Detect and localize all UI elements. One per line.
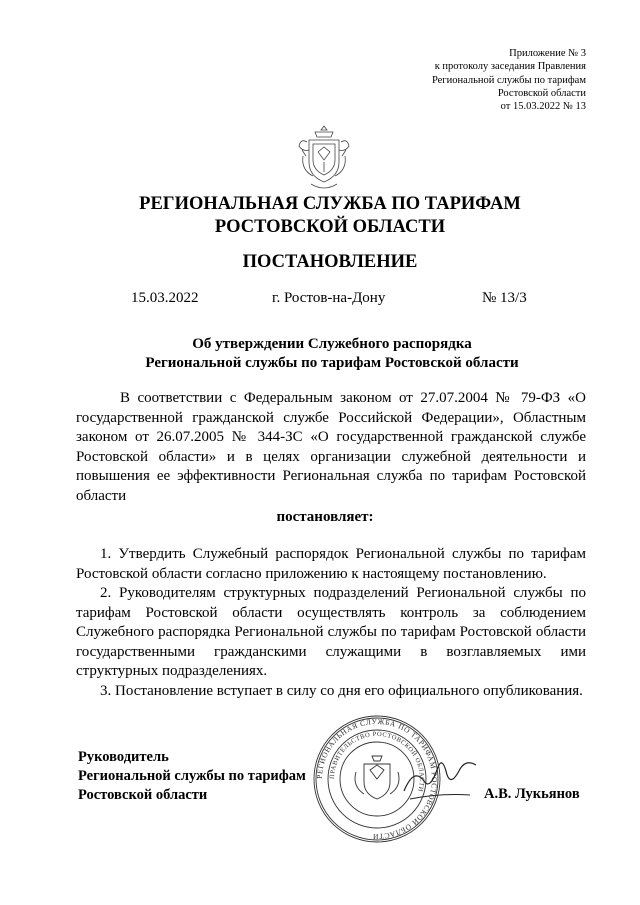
decree-items [76,545,586,701]
decree-item: 2. Руководителям структурных подразделений Региональной службы по тарифам Ростовской области осуществлять контроль за соблюдением Служебного распорядка Региональной службы по тарифам Ростовской области государственными гражданскими служащими в возглавляемых ими структурных подразделениях. [76,585,586,679]
org-line: РОСТОВСКОЙ ОБЛАСТИ [214,217,446,237]
appendix-line: от 15.03.2022 № 13 [500,101,586,113]
signatory-name: А.В. Лукьянов [484,786,580,802]
preamble-paragraph: В соответствии с Федеральным законом от 27.07.2004 № 79-ФЗ «О государственной гражданской службе Российской Федерации», Областным законом от 26.07.2005 № 344-ЗС «О государственной гражданской службе Ростовской области» и в целях организации служебной деятельности и повышения ее эффективности Региональная служба по тарифам Ростовской области [76,390,586,504]
signatory-title-line: Региональной службы по тарифам [78,768,306,784]
document-date: 15.03.2022 [131,290,199,306]
appendix-note [286,47,586,113]
decree-item: 1. Утвердить Служебный распорядок Региональной службы по тарифам Ростовской области согласно приложению к настоящему постановлению. [76,546,586,582]
subject-line: Об утверждении Служебного распорядка [192,336,472,352]
handwritten-signature-icon [400,755,480,805]
organization-name [0,193,640,239]
signatory-title-line: Ростовской области [78,787,208,803]
subject-line: Региональной службы по тарифам Ростовской области [145,354,519,371]
seal-inner-text: ПРАВИТЕЛЬСТВО РОСТОВСКОЙ ОБЛАСТИ [328,730,426,793]
appendix-line: Приложение № 3 [509,48,586,59]
document-subject [0,335,640,372]
decree-item: 3. Постановление вступает в силу со дня его официального опубликования. [100,682,583,699]
appendix-line: Ростовской области [497,87,586,99]
document-number: № 13/3 [482,290,527,306]
signatory-title-line: Руководитель [78,749,169,765]
seal-outer-text: РЕГИОНАЛЬНАЯ СЛУЖБА ПО ТАРИФАМ РОСТОВСКОЙ ОБЛАСТИ [314,716,440,842]
org-line: РЕГИОНАЛЬНАЯ СЛУЖБА ПО ТАРИФАМ [139,194,521,214]
coat-of-arms-icon [297,122,351,194]
document-place: г. Ростов-на-Дону [272,290,386,306]
decree-word: постановляет: [276,509,374,525]
signatory-title [78,748,306,805]
appendix-line: Региональной службы по тарифам [431,74,586,86]
appendix-line: к протоколу заседания Правления [434,61,586,73]
document-type: ПОСТАНОВЛЕНИЕ [242,252,418,272]
